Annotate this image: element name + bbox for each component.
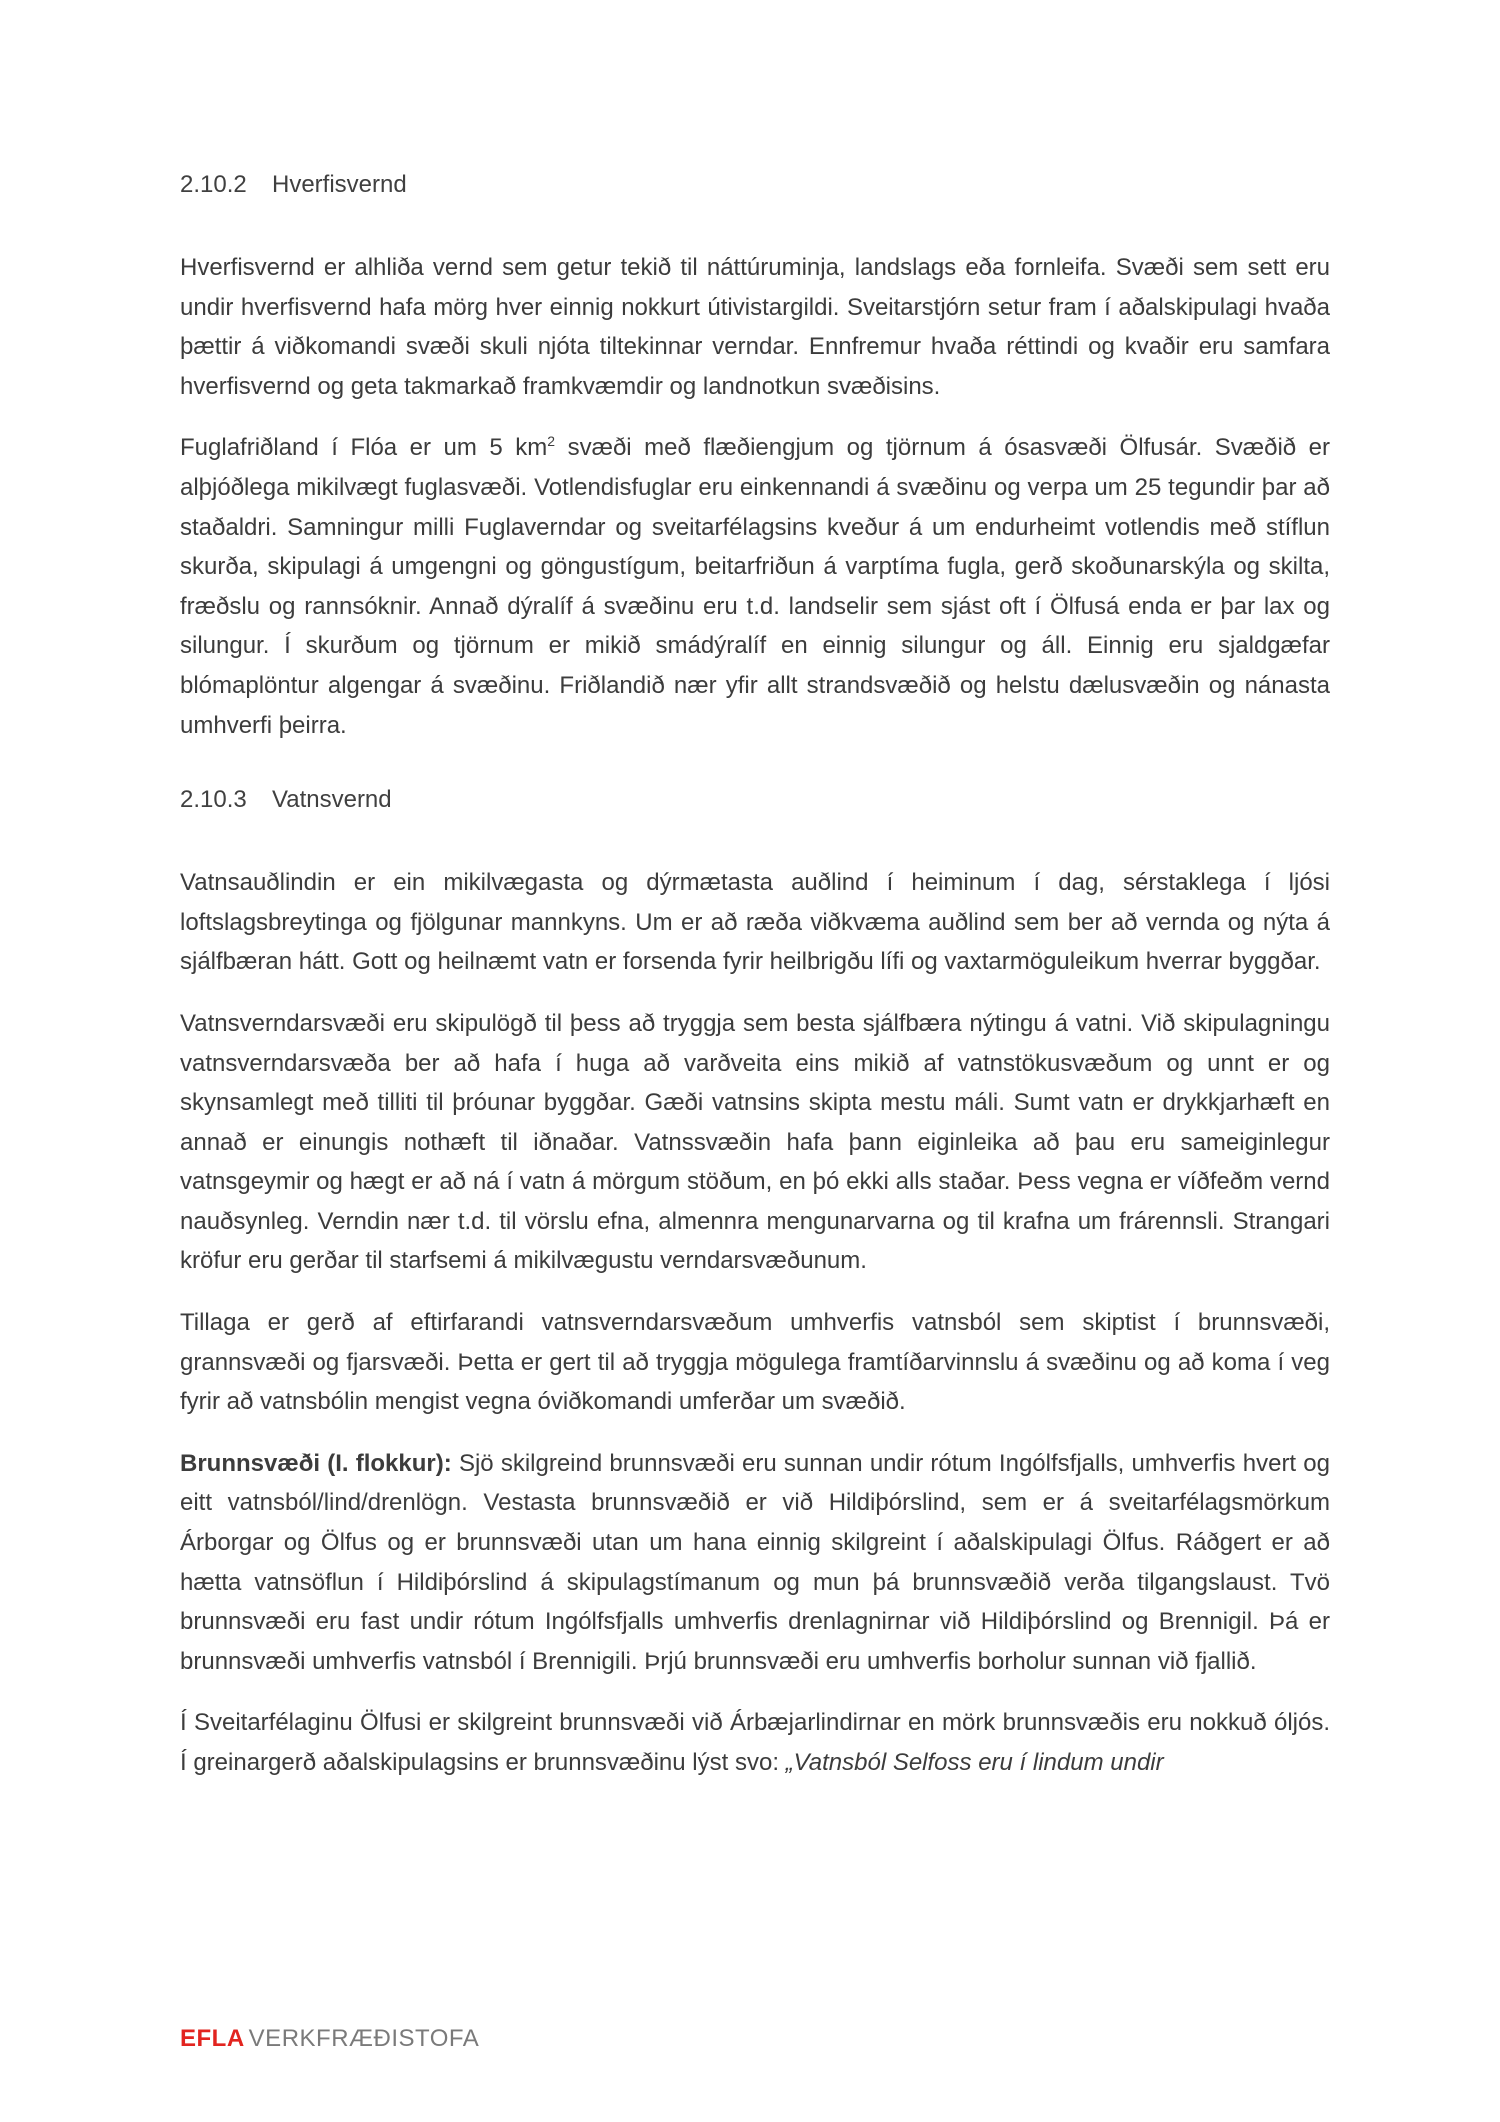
arbaejarlindir-quote: „Vatnsból Selfoss eru í lindum undir (785, 1749, 1164, 1776)
section-number: 2.10.3 (180, 786, 247, 814)
paragraph-hverfisvernd-intro: Hverfisvernd er alhliða vernd sem getur tekið til náttúruminja, landslags eða fornleifa. Svæði sem sett eru undir hverfisvernd hafa mörg hver einnig nokkurt útivistargildi. Sveitarstjórn setur fram í aðalskipulagi hvaða þættir á viðkomandi svæði skuli njóta tiltekinnar verndar. Ennfremur hvaða réttindi og kvaðir eru samfara hverfisvernd og geta takmarkað framkvæmdir og landnotkun svæðisins. (180, 254, 1330, 400)
section-title: Vatnsvernd (272, 786, 392, 814)
logo-brand: EFLA (180, 2025, 245, 2052)
section-heading-vatnsvernd (180, 785, 1330, 815)
superscript-2: 2 (547, 433, 556, 450)
paragraph-brunnsvaedi (180, 1444, 1330, 1682)
paragraph-fuglafridland (180, 428, 1330, 745)
paragraph-tillaga: Tillaga er gerð af eftirfarandi vatnsverndarsvæðum umhverfis vatnsból sem skiptist í brunnsvæði, grannsvæði og fjarsvæði. Þetta er gert til að tryggja mögulega framtíðarvinnslu á svæðinu og að koma í veg fyrir að vatnsbólin mengist vegna óviðkomandi umferðar um svæðið. (180, 1309, 1330, 1416)
logo-subtitle: VERKFRÆÐISTOFA (248, 2025, 480, 2052)
section-number: 2.10.2 (180, 171, 247, 198)
fuglafridland-text-start: Fuglafriðland í Flóa er um 5 km (180, 434, 548, 462)
document-page (180, 170, 1330, 1805)
paragraph-vatnsaudlind: Vatnsauðlindin er ein mikilvægasta og dýrmætasta auðlind í heiminum í dag, sérstaklega í ljósi loftslagsbreytinga og fjölgunar mannkyns. Um er að ræða viðkvæma auðlind sem ber að vernda og nýta á sjálfbæran hátt. Gott og heilnæmt vatn er forsenda fyrir heilbrigðu lífi og vaxtarmöguleikum hverrar byggðar. (180, 869, 1330, 976)
section-title: Hverfisvernd (272, 171, 407, 198)
brunnsvaedi-lead: Brunnsvæði (I. flokkur): (180, 1449, 452, 1477)
fuglafridland-text-rest: svæði með flæðiengjum og tjörnum á ósasvæði Ölfusár. Svæðið er alþjóðlega mikilvægt fuglasvæði. Votlendisfuglar eru einkennandi á svæðinu og verpa um 25 tegundir þar að staðaldri. Samningur milli Fuglaverndar og sveitarfélagsins kveður á um endurheimt votlendis með stíflun skurða, skipulagi á umgengni og göngustígum, beitarfriðun á varptíma fugla, gerð skoðunarskýla og skilta, fræðslu og rannsóknir. Annað dýralíf á svæðinu eru t.d. landselir sem sjást oft í Ölfusá enda er þar lax og silungur. Í skurðum og tjörnum er mikið smádýralíf en einnig silungur og áll. Einnig eru sjaldgæfar blómaplöntur algengar á svæðinu. Friðlandið nær yfir allt strandsvæðið og helstu dælusvæðin og nánasta umhverfi þeirra. (180, 434, 1330, 739)
paragraph-vatnsverndarsvaedi: Vatnsverndarsvæði eru skipulögð til þess að tryggja sem besta sjálfbæra nýtingu á vatni. Við skipulagningu vatnsverndarsvæða ber að hafa í huga að varðveita eins mikið af vatnstökusvæðum og unnt er og skynsamlegt með tilliti til þróunar byggðar. Gæði vatnsins skipta mestu máli. Sumt vatn er drykkjarhæft en annað er einungis nothæft til iðnaðar. Vatnssvæðin hafa þann eiginleika að þau eru sameiginlegur vatnsgeymir og hægt er að ná í vatn á mörgum stöðum, en þó ekki alls staðar. Þess vegna er víðfeðm vernd nauðsynleg. Verndin nær t.d. til vörslu efna, almennra mengunarvarna og til krafna um frárennsli. Strangari kröfur eru gerðar til starfsemi á mikilvægustu verndarsvæðunum. (180, 1009, 1330, 1275)
section-heading-hverfisvernd (180, 170, 1330, 200)
efla-logo (180, 2025, 479, 2053)
arbaejarlindir-text: Í Sveitarfélaginu Ölfusi er skilgreint brunnsvæði við Árbæjarlindirnar en mörk brunnsvæðis eru nokkuð óljós. Í greinargerð aðalskipulagsins er brunnsvæðinu lýst svo: (180, 1709, 1330, 1776)
brunnsvaedi-text: Sjö skilgreind brunnsvæði eru sunnan undir rótum Ingólfsfjalls, umhverfis hvert og eitt vatnsból/lind/drenlögn. Vestasta brunnsvæðið er við Hildiþórslind, sem er á sveitarfélagsmörkum Árborgar og Ölfus og er brunnsvæði utan um hana einnig skilgreint í aðalskipulagi Ölfus. Ráðgert er að hætta vatnsöflun í Hildiþórslind á skipulagstímanum og mun þá brunnsvæðið verða tilgangslaust. Tvö brunnsvæði eru fast undir rótum Ingólfsfjalls umhverfis drenlagnirnar við Hildiþórslind og Brennigil. Þá er brunnsvæði umhverfis vatnsból í Brennigili. Þrjú brunnsvæði eru umhverfis borholur sunnan við fjallið. (180, 1449, 1330, 1675)
paragraph-arbaejarlindir (180, 1703, 1330, 1782)
